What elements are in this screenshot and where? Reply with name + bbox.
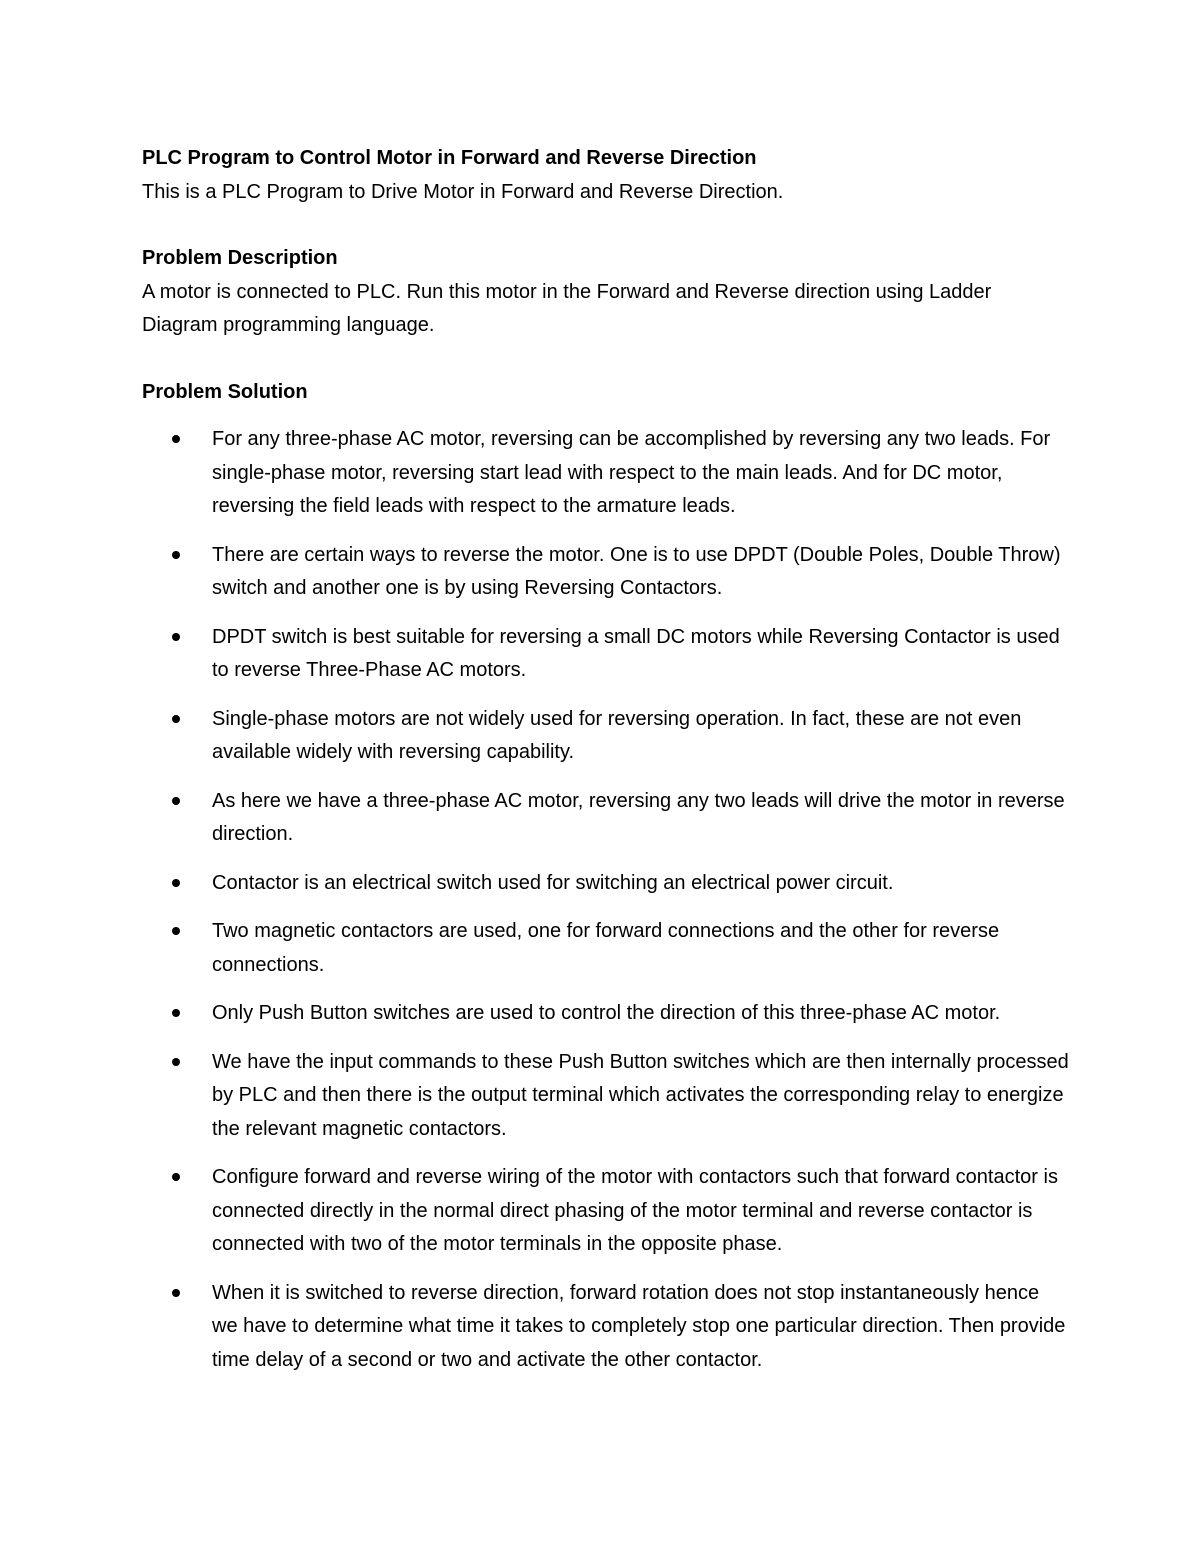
bullet-icon bbox=[172, 551, 180, 559]
problem-solution-heading: Problem Solution bbox=[142, 380, 308, 403]
list-item bbox=[142, 915, 1070, 982]
intro-text: This is a PLC Program to Drive Motor in Forward and Reverse Direction. bbox=[142, 180, 784, 203]
list-item bbox=[142, 785, 1070, 852]
bullet-icon bbox=[172, 927, 180, 935]
problem-description-heading: Problem Description bbox=[142, 247, 338, 269]
list-item-text: Single-phase motors are not widely used for reversing operation. In fact, these are not even available widely with reversing capability. bbox=[212, 707, 1022, 763]
list-item-text: As here we have a three-phase AC motor, reversing any two leads will drive the motor in reverse direction. bbox=[212, 789, 1065, 845]
list-item-text: Contactor is an electrical switch used for switching an electrical power circuit. bbox=[212, 871, 894, 894]
list-item-text: For any three-phase AC motor, reversing can be accomplished by reversing any two leads. For single-phase motor, reversing start lead with respect to the main leads. And for DC motor, reversing the field leads with respect to the armature leads. bbox=[212, 428, 1051, 517]
document-title: PLC Program to Control Motor in Forward and Reverse Direction bbox=[142, 147, 757, 169]
list-item bbox=[142, 703, 1070, 770]
list-item bbox=[142, 539, 1070, 606]
spacer bbox=[142, 343, 1070, 376]
list-item-text: Only Push Button switches are used to control the direction of this three-phase AC motor. bbox=[212, 1002, 1001, 1024]
spacer bbox=[142, 209, 1070, 242]
list-item-text: There are certain ways to reverse the motor. One is to use DPDT (Double Poles, Double Throw) switch and another one is by using Reversing Contactors. bbox=[212, 543, 1061, 599]
problem-description-text: A motor is connected to PLC. Run this motor in the Forward and Reverse direction using Ladder Diagram programming language. bbox=[142, 280, 992, 336]
bullet-icon bbox=[172, 435, 180, 443]
list-item bbox=[142, 1161, 1070, 1262]
list-item-text: Two magnetic contactors are used, one for forward connections and the other for reverse connections. bbox=[212, 920, 1000, 976]
list-item bbox=[142, 621, 1070, 688]
list-item bbox=[142, 423, 1070, 524]
list-item-text: When it is switched to reverse direction, forward rotation does not stop instantaneously hence we have to determine what time it takes to completely stop one particular direction. Then provide time delay of a second or two and activate the other contactor. bbox=[212, 1281, 1066, 1371]
list-item bbox=[142, 867, 1070, 901]
list-item-text: We have the input commands to these Push Button switches which are then internally processed by PLC and then there is the output terminal which activates the corresponding relay to energize the relevant magnetic contactors. bbox=[212, 1050, 1069, 1140]
bullet-icon bbox=[172, 1289, 180, 1297]
bullet-icon bbox=[172, 715, 180, 723]
list-item bbox=[142, 997, 1070, 1031]
bullet-icon bbox=[172, 797, 180, 805]
solution-bullet-list bbox=[142, 423, 1070, 1377]
list-item-text: DPDT switch is best suitable for reversing a small DC motors while Reversing Contactor is used to reverse Three-Phase AC motors. bbox=[212, 625, 1060, 681]
bullet-icon bbox=[172, 633, 180, 641]
bullet-icon bbox=[172, 1173, 180, 1181]
list-item bbox=[142, 1277, 1070, 1378]
list-item bbox=[142, 1046, 1070, 1147]
list-item-text: Configure forward and reverse wiring of the motor with contactors such that forward contactor is connected directly in the normal direct phasing of the motor terminal and reverse contactor is connected with two of the motor terminals in the opposite phase. bbox=[212, 1166, 1058, 1255]
bullet-icon bbox=[172, 879, 180, 887]
bullet-icon bbox=[172, 1058, 180, 1066]
bullet-icon bbox=[172, 1009, 180, 1017]
